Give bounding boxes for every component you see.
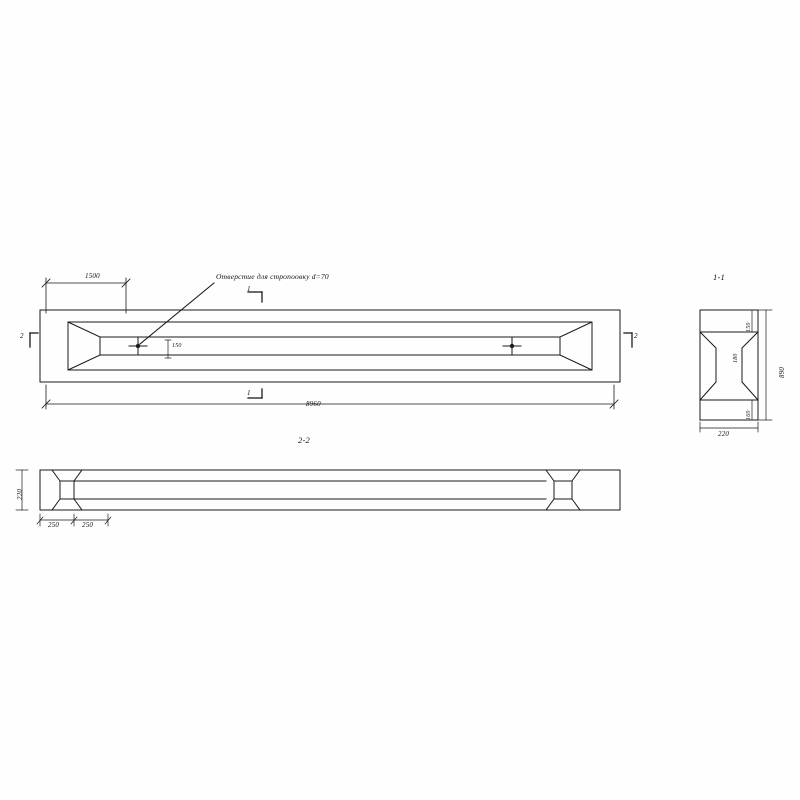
plan-lifting-hole-right — [503, 338, 521, 354]
dim-label-section-web: 180 — [733, 353, 739, 363]
dim-label-hole-depth: 150 — [172, 343, 182, 349]
section-mark-label-1-top: 1 — [247, 285, 251, 293]
section-mark-1-top — [248, 292, 262, 302]
dim-label-elev-height: 220 — [16, 488, 24, 500]
section-mark-2-right — [624, 333, 632, 347]
dim-plan-length — [42, 385, 618, 409]
dim-label-plan-offset: 1500 — [85, 272, 100, 280]
dim-label-section-height: 890 — [778, 366, 786, 378]
dim-label-plan-length: 8960 — [306, 400, 321, 408]
section-1-1-title: 1-1 — [713, 272, 725, 282]
section-2-2-elevation — [40, 470, 620, 510]
section-mark-label-1-bottom: 1 — [247, 389, 251, 397]
dim-label-section-flange-bottom: 160 — [746, 410, 752, 420]
plan-outer-outline — [40, 310, 620, 382]
section-mark-2-left — [30, 333, 38, 347]
dim-plan-offset — [42, 278, 130, 313]
section-2-2-title: 2-2 — [298, 435, 310, 445]
dim-label-section-width: 220 — [718, 430, 730, 438]
dim-label-elev-b: 250 — [82, 521, 94, 529]
hole-note-label: Отверстие для стропоовку d=70 — [216, 272, 329, 281]
dim-label-section-flange-top: 150 — [746, 322, 752, 332]
section-mark-label-2-right: 2 — [634, 332, 638, 340]
dim-label-elev-a: 250 — [48, 521, 60, 529]
section-mark-label-2-left: 2 — [20, 332, 24, 340]
hole-note-leader — [140, 283, 214, 344]
